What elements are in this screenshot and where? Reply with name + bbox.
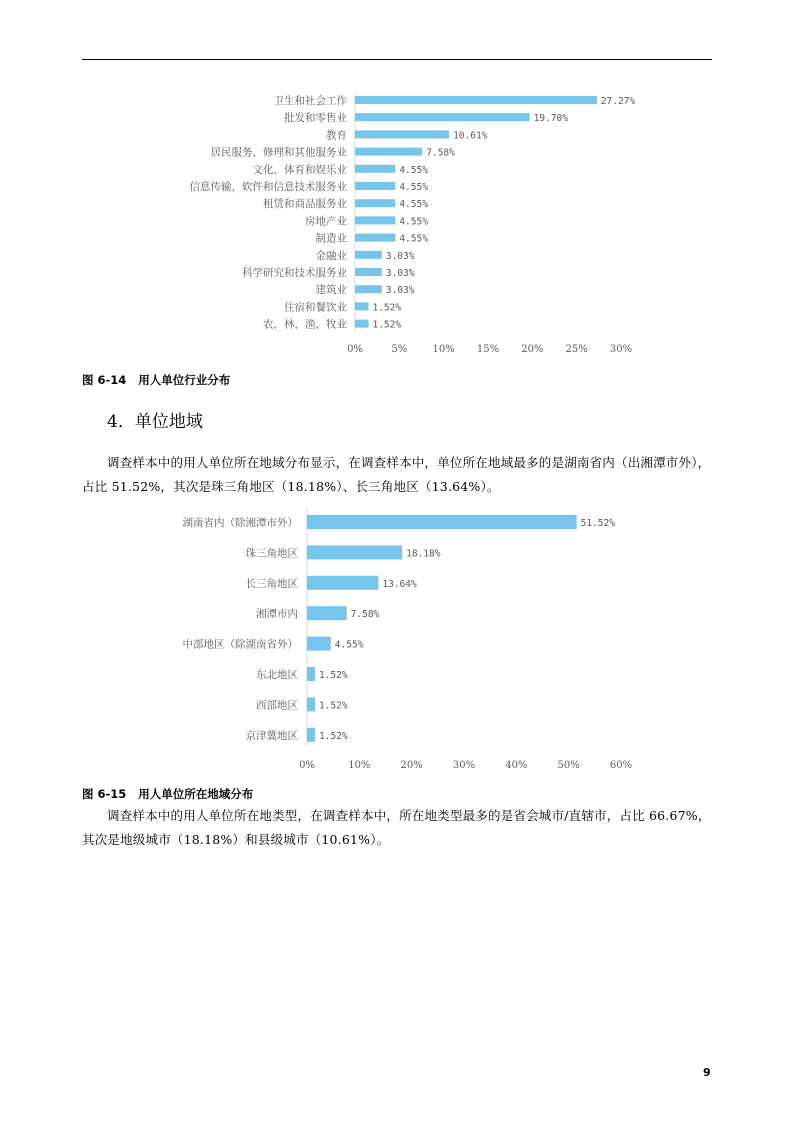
data-label: 1.52% — [318, 670, 348, 681]
data-label: 27.27% — [600, 96, 636, 107]
data-label: 1.52% — [372, 319, 402, 331]
category-label: 信息传输，软件和信息技术服务业 — [189, 181, 347, 193]
paragraph-city-type: 调查样本中的用人单位所在地类型，在调查样本中，所在地类型最多的是省会城市/直辖市，占比 66.67%，其次是地级城市（18.18%）和县级城市（10.61%）。 — [82, 808, 711, 847]
x-tick-label: 25% — [565, 344, 588, 355]
data-label: 4.55% — [399, 182, 428, 193]
category-label: 农，林，渔，牧业 — [263, 318, 347, 331]
data-label: 3.03% — [385, 285, 415, 297]
bar — [307, 637, 331, 651]
data-label: 1.52% — [318, 700, 348, 712]
x-tick-label: 30% — [609, 344, 633, 355]
data-label: 19.70% — [533, 113, 569, 125]
category-label: 京津冀地区 — [245, 729, 298, 742]
bar — [307, 606, 347, 620]
x-tick-label: 0% — [347, 344, 363, 355]
bar — [307, 728, 315, 742]
data-label: 7.58% — [350, 609, 380, 621]
figure-caption-6-15 — [82, 786, 253, 802]
data-label: 4.55% — [399, 216, 428, 228]
paragraph-region-distribution: 调查样本中的用人单位所在地域分布显示，在调查样本中，单位所在地域最多的是湖南省内（出湘潭市外），占比 51.52%，其次是珠三角地区（18.18%）、长三角地区（13.64%）。 — [82, 455, 711, 494]
data-label: 4.55% — [399, 199, 428, 211]
category-label: 教育 — [326, 129, 347, 142]
x-tick-label: 20% — [521, 344, 544, 355]
category-label: 长三角地区 — [245, 577, 298, 590]
data-label: 51.52% — [580, 518, 615, 529]
data-label: 4.55% — [334, 639, 364, 651]
category-label: 金融业 — [315, 249, 347, 262]
section-heading: 4．单位地域 — [107, 412, 203, 432]
category-label: 科学研究和技术服务业 — [242, 267, 347, 279]
data-label: 18.18% — [406, 548, 441, 560]
category-label: 住宿和餐饮业 — [284, 301, 347, 314]
caption-number: 图 6-14 — [82, 373, 127, 387]
category-label: 建筑业 — [315, 284, 347, 297]
data-label: 13.64% — [382, 578, 417, 590]
x-tick-label: 50% — [557, 760, 580, 771]
data-label: 7.58% — [426, 147, 455, 159]
caption-text: 用人单位所在地域分布 — [138, 787, 254, 801]
x-tick-label: 60% — [609, 760, 633, 771]
x-tick-label: 5% — [391, 344, 408, 355]
bar — [307, 667, 315, 681]
bar — [307, 515, 577, 529]
category-label: 湖南省内（除湘潭市外） — [182, 517, 298, 529]
category-label: 中部地区（除湖南省外） — [182, 638, 298, 651]
data-label: 1.52% — [318, 730, 348, 742]
category-label: 湘潭市内 — [256, 608, 298, 621]
data-label: 1.52% — [372, 302, 402, 314]
x-tick-label: 15% — [476, 344, 500, 355]
bar — [307, 545, 402, 559]
category-label: 文化，体育和娱乐业 — [252, 163, 347, 176]
x-tick-label: 20% — [400, 760, 423, 771]
x-tick-label: 40% — [505, 760, 528, 771]
x-tick-label: 0% — [299, 760, 315, 771]
bar — [307, 697, 315, 711]
caption-text: 用人单位行业分布 — [138, 373, 231, 387]
data-label: 4.55% — [399, 233, 428, 245]
page-number: 9 — [703, 1066, 711, 1079]
x-tick-label: 10% — [432, 344, 455, 355]
bar — [307, 576, 378, 590]
data-label: 4.55% — [399, 164, 428, 176]
data-label: 3.03% — [385, 268, 415, 279]
data-label: 3.03% — [385, 250, 415, 262]
category-label: 东北地区 — [256, 669, 298, 681]
data-label: 10.61% — [453, 130, 488, 142]
category-label: 制造业 — [315, 232, 347, 245]
category-label: 珠三角地区 — [245, 547, 298, 560]
x-tick-label: 10% — [348, 760, 371, 771]
category-label: 租赁和商品服务业 — [263, 198, 347, 211]
x-tick-label: 30% — [452, 760, 476, 771]
category-label: 房地产业 — [305, 215, 347, 228]
category-label: 西部地区 — [256, 699, 298, 712]
caption-number: 图 6-15 — [82, 787, 127, 801]
category-label: 卫生和社会工作 — [273, 95, 347, 107]
category-label: 居民服务，修理和其他服务业 — [210, 146, 347, 159]
category-label: 批发和零售业 — [284, 112, 347, 125]
